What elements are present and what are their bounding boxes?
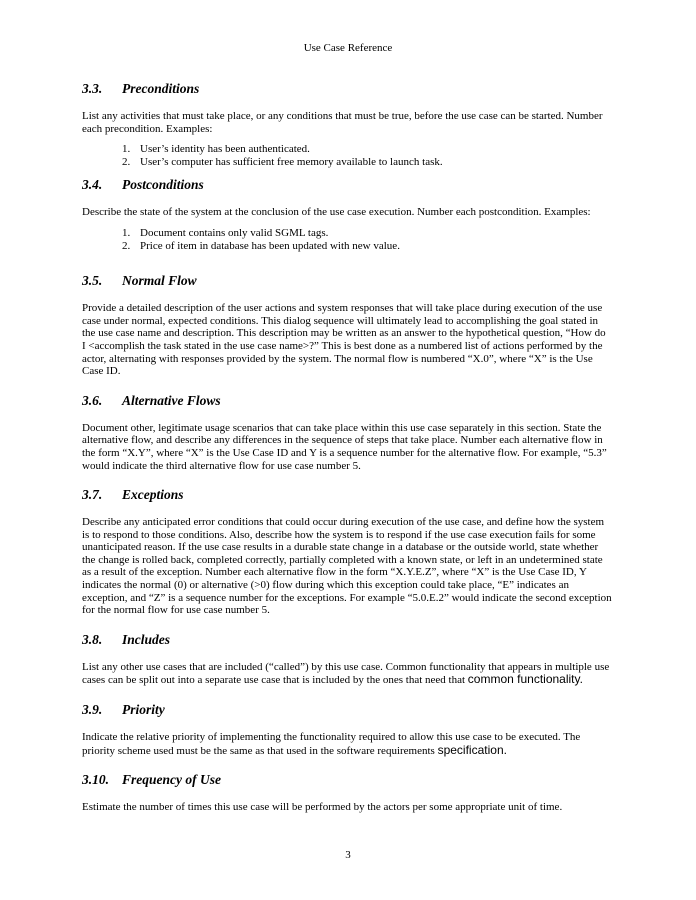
examples-list — [82, 143, 612, 168]
section-text — [82, 731, 612, 757]
section-priority — [82, 701, 612, 757]
section-text-body: List any other use cases that are included (“called”) by this use case. Common functionality that appears in multiple use cases can be split out into a separate use case that is included by the ones that need that — [82, 660, 610, 687]
list-item-text: Price of item in database has been updated with new value. — [140, 239, 400, 252]
section-title: Includes — [122, 631, 171, 647]
section-title: Alternative Flows — [122, 392, 221, 408]
section-heading — [82, 631, 612, 649]
list-item-number: 2. — [122, 239, 131, 252]
running-header: Use Case Reference — [303, 42, 393, 54]
list-item-number: 1. — [122, 143, 131, 156]
section-heading — [82, 701, 612, 719]
section-title: Priority — [122, 702, 165, 718]
list-item — [122, 143, 612, 156]
section-heading — [82, 771, 612, 789]
section-number: 3.8. — [82, 631, 103, 647]
list-item — [122, 156, 612, 169]
section-number: 3.9. — [82, 702, 103, 718]
section-number: 3.5. — [82, 273, 103, 289]
list-item-number: 1. — [122, 226, 131, 239]
section-frequency-of-use — [82, 771, 612, 814]
list-item — [122, 227, 612, 240]
section-text: Provide a detailed description of the user actions and system responses that will take place during execution of the use case under normal, expected conditions. This dialog sequence will ultimately lead to accomplishing the goal stated in the use case name and description. This description may be written as an answer to the hypothetical question, “How do I <accomplish the task stated in the use case name>?” This is best done as a numbered list of actions performed by the actor, alternating with responses provided by the system. The normal flow is numbered “X.0”, where “X” is the Use Case ID. — [82, 302, 606, 378]
section-text: Estimate the number of times this use case will be performed by the actors per some appropriate unit of time. — [82, 801, 563, 814]
list-item-text: Document contains only valid SGML tags. — [140, 226, 329, 239]
section-number: 3.7. — [82, 487, 103, 503]
section-heading — [82, 272, 612, 290]
list-item-number: 2. — [122, 155, 131, 168]
section-number: 3.3. — [82, 81, 103, 96]
section-heading — [82, 176, 612, 194]
page-content — [82, 80, 612, 814]
section-exceptions — [82, 486, 612, 617]
page-number: 3 — [345, 849, 351, 861]
section-number: 3.4. — [82, 177, 103, 193]
section-heading — [82, 486, 612, 504]
section-text: Describe the state of the system at the conclusion of the use case execution. Number each postcondition. Examples: — [82, 206, 591, 219]
section-heading — [82, 80, 612, 98]
section-number: 3.6. — [82, 392, 103, 408]
examples-list — [82, 227, 612, 252]
section-text: Document other, legitimate usage scenarios that can take place within this use case separately in this section. State the alternative flow, and describe any differences in the sequence of steps that take place. Number each alternative flow in the form “X.Y”, where “X” is the Use Case ID and Y is a sequence number for the alternative flow. For example, “5.3” would indicate the third alternative flow for use case number 5. — [82, 421, 607, 472]
section-text-tail: common functionality. — [467, 672, 583, 687]
section-title: Exceptions — [122, 487, 184, 503]
section-text — [82, 661, 612, 687]
list-item — [122, 240, 612, 253]
section-alternative-flows — [82, 392, 612, 472]
section-text: List any activities that must take place, or any conditions that must be true, before the use case can be started. Number each precondition. Examples: — [82, 110, 603, 135]
section-heading — [82, 392, 612, 410]
section-includes — [82, 631, 612, 687]
section-title: Frequency of Use — [122, 772, 221, 788]
list-item-text: User’s computer has sufficient free memory available to launch task. — [140, 155, 443, 168]
section-normal-flow — [82, 272, 612, 378]
section-text: Describe any anticipated error conditions that could occur during execution of the use case, and define how the system is to respond to those conditions. Also, describe how the system is to respond if the use case execution fails for some unanticipated reason. If the use case results in a durable state change in a database or the outside world, state whether the change is rolled back, completed correctly, partially completed with a known state, or left in an undetermined state as a result of the exception. Number each alternative flow in the form “X.Y.E.Z”, where “X” is the Use Case ID, Y indicates the normal (0) or alternative (>0) flow during which this exception could take place, “E” indicates an exception, and “Z” is a sequence number for the exceptions. For example “5.0.E.2” would indicate the second exception for the normal flow for use case number 5. — [82, 516, 612, 617]
section-title: Postconditions — [122, 177, 204, 193]
section-postconditions — [82, 176, 612, 252]
section-number: 3.10. — [82, 772, 109, 788]
section-title: Preconditions — [122, 81, 200, 96]
section-preconditions — [82, 80, 612, 168]
section-text-tail: specification. — [437, 742, 507, 757]
section-title: Normal Flow — [122, 273, 197, 289]
list-item-text: User’s identity has been authenticated. — [140, 143, 310, 156]
section-text-body: Indicate the relative priority of implementing the functionality required to allow this use case to be executed. The priority scheme used must be the same as that used in the software requirements — [82, 731, 581, 757]
